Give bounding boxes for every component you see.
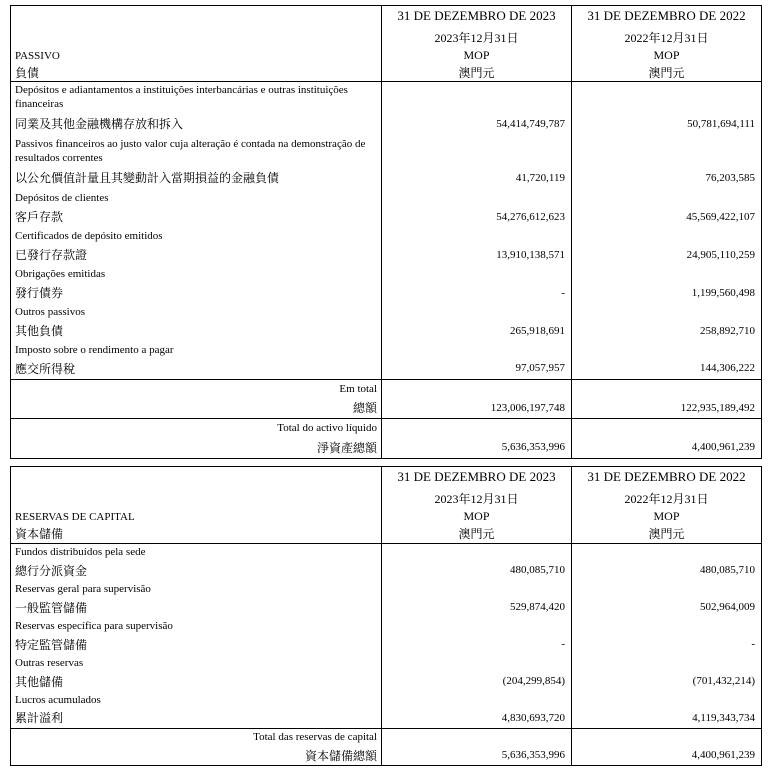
line-item-label: Passivos financeiros ao justo valor cuja alteração é contada na demonstração de resultados correntes: [15, 137, 366, 164]
currency-2023-zh: 澳門元: [382, 64, 572, 82]
line-item-label: Reservas geral para supervisão: [15, 582, 151, 595]
total-2023: 123,006,197,748: [382, 398, 572, 419]
total-label: Em total: [339, 382, 377, 395]
total-2022: 4,400,961,239: [572, 746, 762, 766]
col-2022-date-zh: 2022年12月31日: [572, 488, 762, 509]
section-title-zh: 負債: [11, 64, 382, 82]
line-item-label-zh: 其他負債: [15, 324, 64, 338]
value-2022: 4,119,343,734: [572, 708, 762, 729]
line-item-label-zh: 發行債券: [15, 286, 64, 300]
line-item-label: Lucros acumulados: [15, 693, 101, 706]
line-item-label: Certificados de depósito emitidos: [15, 229, 163, 242]
total-2023: 5,636,353,996: [382, 746, 572, 766]
value-2023: 529,874,420: [382, 597, 572, 618]
col-2022-date: 31 DE DEZEMBRO DE 2022: [572, 467, 762, 488]
value-2023: 480,085,710: [382, 560, 572, 581]
value-2023: 97,057,957: [382, 358, 572, 380]
value-2022: 1,199,560,498: [572, 282, 762, 304]
value-2023: 13,910,138,571: [382, 244, 572, 266]
line-item-label: Imposto sobre o rendimento a pagar: [15, 343, 174, 356]
col-2023-date: 31 DE DEZEMBRO DE 2023: [382, 467, 572, 488]
currency-2023: MOP: [382, 509, 572, 525]
net-assets-2023: 5,636,353,996: [382, 437, 572, 459]
value-2023: (204,299,854): [382, 671, 572, 692]
line-item-label: Outros passivos: [15, 305, 85, 318]
line-item-label-zh: 客戶存款: [15, 210, 64, 224]
capital-reserves-table: [10, 466, 762, 766]
line-item-label-zh: 以公允價值計量且其變動計入當期損益的金融負債: [15, 171, 280, 185]
total-label: Total das reservas de capital: [253, 731, 377, 744]
value-2023: 4,830,693,720: [382, 708, 572, 729]
net-assets-label-zh: 淨資產總額: [316, 440, 377, 455]
line-item-label-zh: 應交所得稅: [11, 358, 382, 380]
value-2023: 54,414,749,787: [382, 112, 572, 136]
currency-2022-zh: 澳門元: [572, 525, 762, 544]
col-2022-date-zh: 2022年12月31日: [572, 27, 762, 48]
line-item-label-zh: 其他儲備: [15, 674, 64, 689]
value-2022: 45,569,422,107: [572, 206, 762, 228]
line-item-label-zh: 一般監管儲備: [15, 600, 88, 615]
line-item-label: Fundos distribuídos pela sede: [15, 545, 146, 558]
line-item-label: Depósitos de clientes: [15, 191, 109, 204]
header-blank: [11, 6, 382, 27]
col-2023-date-zh: 2023年12月31日: [382, 27, 572, 48]
section-title: PASSIVO: [15, 49, 60, 62]
line-item-label: Reservas específica para supervisão: [15, 619, 173, 632]
col-2023-date: 31 DE DEZEMBRO DE 2023: [382, 6, 572, 27]
line-item-label-zh: 同業及其他金融機構存放和拆入: [15, 117, 184, 131]
value-2022: 480,085,710: [572, 560, 762, 581]
value-2022: 50,781,694,111: [572, 112, 762, 136]
value-2022: 24,905,110,259: [572, 244, 762, 266]
col-2023-date-zh: 2023年12月31日: [382, 488, 572, 509]
line-item-label: Obrigações emitidas: [15, 267, 106, 280]
value-2022: (701,432,214): [572, 671, 762, 692]
value-2022: 502,964,009: [572, 597, 762, 618]
currency-2022: MOP: [572, 509, 762, 525]
value-2022: 144,306,222: [572, 358, 762, 380]
net-assets-label: Total do activo líquido: [277, 421, 377, 434]
total-label-zh: 總額: [11, 398, 382, 419]
value-2022: 76,203,585: [572, 166, 762, 190]
value-2023: -: [382, 634, 572, 655]
value-2023: 54,276,612,623: [382, 206, 572, 228]
section-title-zh: 資本儲備: [11, 525, 382, 544]
total-label-zh: 資本儲備總額: [304, 748, 377, 763]
currency-2022: MOP: [572, 48, 762, 64]
total-2022: 122,935,189,492: [572, 398, 762, 419]
value-2023: 41,720,119: [382, 166, 572, 190]
section-title: RESERVAS DE CAPITAL: [15, 510, 135, 523]
net-assets-2022: 4,400,961,239: [572, 437, 762, 459]
col-2022-date: 31 DE DEZEMBRO DE 2022: [572, 6, 762, 27]
line-item-label: Depósitos e adiantamentos a instituições interbancárias e outras instituições financeiras: [15, 83, 348, 110]
currency-2023: MOP: [382, 48, 572, 64]
currency-2023-zh: 澳門元: [382, 525, 572, 544]
value-2022: 258,892,710: [572, 320, 762, 342]
liabilities-table: [10, 5, 762, 459]
line-item-label-zh: 總行分派資金: [15, 563, 88, 578]
line-item-label-zh: 特定監管儲備: [15, 637, 88, 652]
line-item-label: Outras reservas: [15, 656, 84, 669]
value-2022: -: [572, 634, 762, 655]
line-item-label-zh: 累計溢利: [11, 708, 382, 729]
currency-2022-zh: 澳門元: [572, 64, 762, 82]
line-item-label-zh: 已發行存款證: [15, 248, 88, 262]
value-2023: 265,918,691: [382, 320, 572, 342]
value-2023: -: [382, 282, 572, 304]
